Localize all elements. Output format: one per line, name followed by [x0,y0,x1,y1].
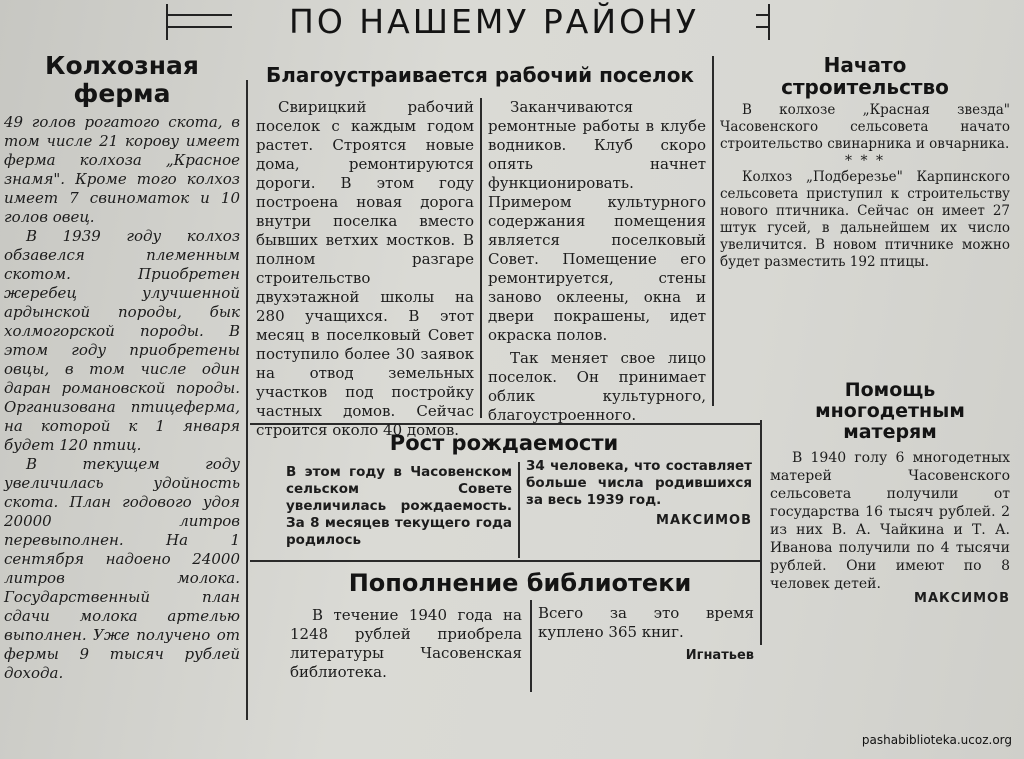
mothers-article [770,380,1010,606]
separator-stars: * * * [845,153,885,169]
column-rule-4 [760,420,762,645]
village-paragraph-1: Свирицкий рабочий поселок с каждым годом растет. Строятся новые дома, ремонтируются дороги. В этом году построена новая дорога внутри поселка вместо бывших ветхих мостков. В полном разгаре строительство двухэтажной школы на 280 учащихся. В этот месяц в поселковый Совет поступило более 30 заявок на отвод земельных участков под постройку частных домов. Сейчас строится около 40 домов. [256,98,474,439]
library-signature: Игнатьев [685,648,754,663]
mothers-signature: МАКСИМОВ [914,590,1010,606]
farm-paragraph-1: 49 голов рогатого скота, в том числе 21 корову имеет ферма колхоза „Красное знамя". Кроме того колхоз имеет 7 свиноматок и 10 голов овец. [4,113,240,226]
birth-signature: МАКСИМОВ [656,513,752,528]
header-cap-left [166,4,168,40]
village-title: Благоустраивается рабочий поселок [265,63,695,87]
library-column-1 [290,606,522,682]
construction-title-line2: строительство [781,75,949,99]
birth-title: Рост рождаемости [389,431,619,455]
article-separator-2 [250,560,760,562]
birth-column-rule [518,462,520,558]
mothers-title-line3: матерям [843,420,937,443]
construction-paragraph-2: Колхоз „Подберезье" Карпинского сельсовета приступил к строительству нового птичника. Сейчас он имеет 27 штук гусей, в дальнейшем их число увеличится. В новом птичнике можно будет разместить 192 птицы. [720,169,1010,270]
library-paragraph-2: Всего за это время куплено 365 книг. [538,604,754,641]
header-rule-left-bottom [168,26,232,28]
village-paragraph-3: Так меняет свое лицо поселок. Он принимает облик культурного, благоустроенного. [488,349,706,424]
birth-column-2 [526,458,752,528]
farm-title-line2: ферма [73,78,171,108]
farm-paragraph-2: В 1939 году колхоз обзавелся племенным скотом. Приобретен жеребец улучшенной ардынской породы, бык холмогорской породы. В этом году приобретены овцы, в том числе один даран романовской породы. Организована птицеферма, на которой к 1 января будет 120 птиц. [4,227,240,454]
village-column-2 [488,98,706,425]
construction-title-line1: Начато [823,53,907,77]
birth-paragraph-1: В этом году в Часовенском сельском Совете увеличилась рождаемость. За 8 месяцев текущего года родилось [286,464,512,548]
farm-title [4,52,240,107]
column-rule-2 [480,98,482,418]
header-rule-left-top [168,14,232,16]
section-heading: ПО НАШЕМУ РАЙОНУ [289,2,699,41]
farm-article [4,52,240,683]
village-paragraph-2: Заканчиваются ремонтные работы в клубе водников. Клуб скоро опять начнет функционировать. Примером культурного содержания помещения является поселковый Совет. Помещение его ремонтируется, стены заново оклеены, окна и двери покрашены, идет окраска полов. [488,98,706,344]
library-column-rule [530,600,532,692]
village-column-1 [256,98,474,440]
construction-article [720,54,1010,271]
column-rule-3 [712,56,714,406]
library-column-2 [538,604,754,663]
library-title: Пополнение библиотеки [348,569,692,597]
construction-title [720,54,1010,98]
mothers-title-line2: многодетным [815,399,965,422]
header-cap-right [768,4,770,40]
birth-paragraph-2: 34 человека, что составляет больше числа родившихся за весь 1939 год. [526,458,752,508]
construction-paragraph-1: В колхозе „Красная звезда" Часовенского сельсовета начато строительство свинарника и овчарника. [720,102,1010,152]
library-paragraph-1: В течение 1940 года на 1248 рублей приобрела литературы Часовенская библиотека. [290,606,522,681]
watermark-text: pashabiblioteka.ucoz.org [861,733,1012,747]
column-rule-1 [246,80,248,720]
birth-column-1 [286,464,512,549]
mothers-title-line1: Помощь [844,379,936,401]
mothers-paragraph-1: В 1940 голу 6 многодетных матерей Часовенского сельсовета получили от государства 16 тысяч рублей. 2 из них В. А. Чайкина и Т. А. Иванова получили по 4 тысячи рублей. Они имеют по 8 человек детей. [770,449,1010,592]
farm-title-line1: Колхозная [45,51,199,80]
mothers-title [770,380,1010,443]
farm-paragraph-3: В текущем году увеличилась удойность скота. План годового удоя 20000 литров перевыполнен. На 1 сентября надоено 24000 литров молока. Государственный план сдачи молока артелью выполнен. Уже получено от фермы 9 тысяч рублей дохода. [4,455,240,682]
